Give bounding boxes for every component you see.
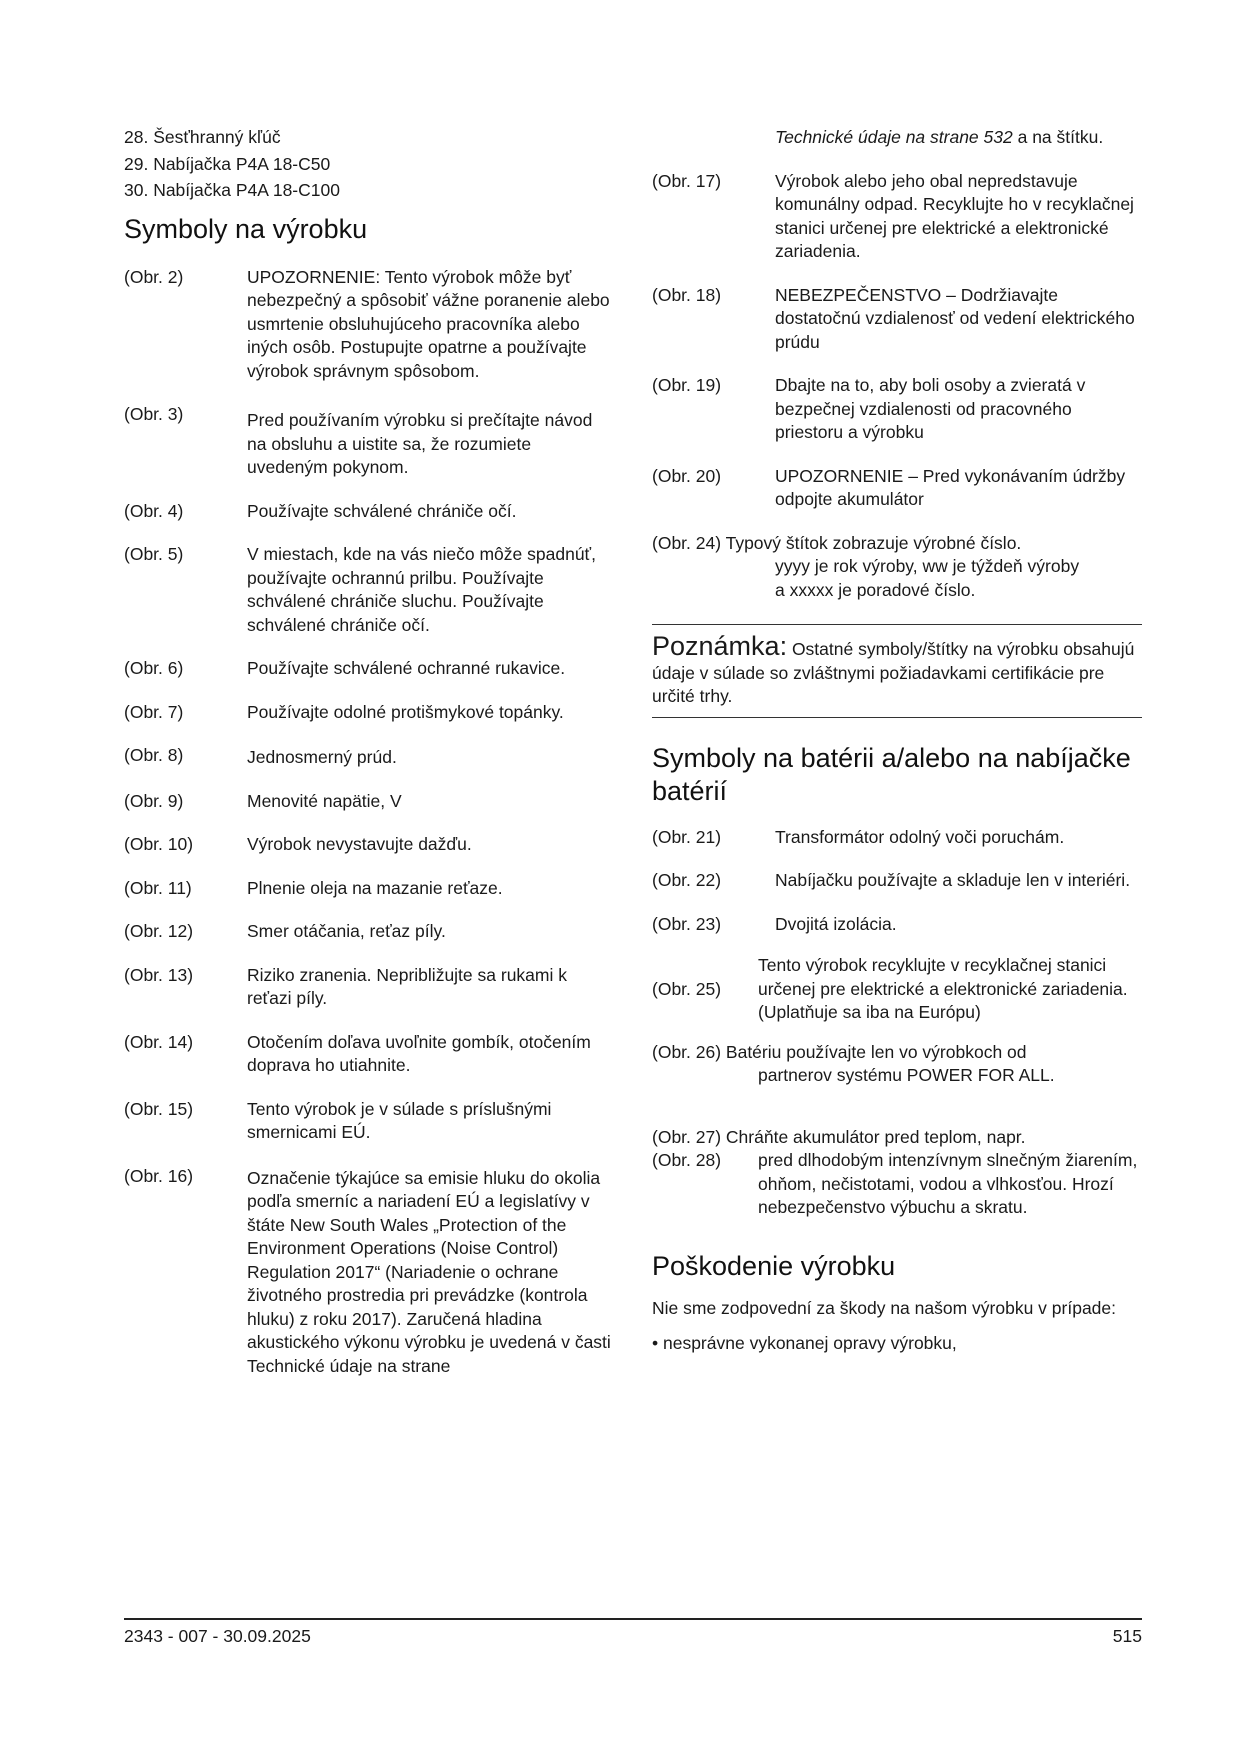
symbol-entry	[124, 964, 612, 1011]
list-item: 29. Nabíjačka P4A 18-C50	[124, 153, 331, 174]
figure-ref: (Obr. 16)	[124, 1165, 194, 1186]
figure-ref: (Obr. 22)	[652, 870, 722, 890]
note-box	[652, 624, 1142, 718]
figure-ref	[124, 1398, 247, 1400]
rating-plate-line: a xxxxx je poradové číslo.	[775, 579, 976, 600]
symbol-description: Riziko zranenia. Nepribližujte sa rukami k reťazi píly.	[247, 964, 567, 1008]
figure-ref: (Obr. 15)	[124, 1098, 194, 1119]
figure-ref: (Obr. 20)	[652, 465, 722, 486]
symbol-entry	[124, 403, 612, 480]
footer-document-id: 2343 - 007 - 30.09.2025	[124, 1626, 311, 1646]
symbol-description: pred dlhodobým intenzívnym slnečným žiarením, ohňom, nečistotami, vodou a vlhkosťou. Hrozí nebezpečenstvo výbuchu a skratu.	[758, 1150, 1138, 1217]
symbol-description: Plnenie oleja na mazanie reťaze.	[247, 877, 503, 898]
figure-ref: (Obr. 6)	[124, 658, 184, 678]
heading-battery-symbols: Symboly na batérii a/alebo na nabíjačke batérií	[652, 742, 1131, 806]
symbol-description: Označenie týkajúce sa emisie hluku do okolia podľa smerníc a nariadení EÚ a legislatívy v štáte New South Wales „Protection of the Environment Operations (Noise Control) Regulation 2017“ (Nariadenie o ochrane životného prostredia pri prevádzke (kontrola hluku) z roku 2017). Zaručená hladina akustického výkonu výrobku je uvedená v časti Technické údaje na strane	[247, 1167, 611, 1376]
figure-ref: (Obr. 25)	[652, 978, 722, 999]
symbol-entry-obr27-28	[652, 1126, 1142, 1220]
symbol-entry	[652, 374, 1142, 445]
symbol-description: Menovité napätie, V	[247, 790, 402, 811]
note-paragraph	[652, 631, 1142, 709]
figure-ref: (Obr. 17)	[652, 170, 722, 191]
obr27-lead: (Obr. 27) Chráňte akumulátor pred teplom, napr.	[652, 1126, 1026, 1147]
symbol-description: Výrobok alebo jeho obal nepredstavuje komunálny odpad. Recyklujte ho v recyklačnej stanici určenej pre elektrické a elektronické zariadenia.	[775, 170, 1134, 261]
symbol-entry	[124, 877, 612, 901]
figure-ref: (Obr. 4)	[124, 500, 184, 521]
symbol-entry	[124, 833, 612, 857]
symbol-entry	[124, 657, 612, 681]
figure-ref: (Obr. 9)	[124, 790, 184, 811]
symbol-entry	[124, 1165, 612, 1379]
figure-ref: (Obr. 28)	[652, 1150, 722, 1170]
figure-ref: (Obr. 3)	[124, 404, 184, 424]
symbol-entry	[652, 465, 1142, 512]
symbol-entry	[124, 543, 612, 637]
symbol-description: Tento výrobok je v súlade s príslušnými smernicami EÚ.	[247, 1098, 552, 1142]
symbol-description: Používajte odolné protišmykové topánky.	[247, 701, 564, 722]
figure-ref: (Obr. 12)	[124, 921, 194, 941]
symbol-description: Používajte schválené ochranné rukavice.	[247, 658, 566, 678]
list-item: 30. Nabíjačka P4A 18-C100	[124, 180, 340, 200]
symbol-description: Nabíjačku používajte a skladuje len v interiéri.	[775, 870, 1131, 890]
symbol-description: Jednosmerný prúd.	[247, 747, 397, 767]
figure-ref: (Obr. 21)	[652, 826, 722, 847]
numbered-parts-list	[124, 126, 612, 203]
heading-product-damage: Poškodenie výrobku	[652, 1250, 896, 1281]
figure-ref: (Obr. 7)	[124, 701, 184, 722]
symbol-description: Používajte schválené chrániče očí.	[247, 500, 517, 521]
symbol-description: Pred používaním výrobku si prečítajte návod na obsluhu a uistite sa, že rozumiete uvedeným pokynom.	[247, 410, 593, 477]
figure-ref: (Obr. 19)	[652, 375, 722, 395]
heading-symbols-product: Symboly na výrobku	[124, 213, 368, 244]
figure-ref: (Obr. 5)	[124, 544, 184, 564]
rating-plate-lead: (Obr. 24) Typový štítok zobrazuje výrobné číslo.	[652, 532, 1022, 553]
right-column	[652, 126, 1142, 1356]
symbol-description: Otočením doľava uvoľnite gombík, otočením doprava ho utiahnite.	[247, 1031, 591, 1075]
figure-ref: (Obr. 23)	[652, 913, 722, 934]
symbol-entry-obr26	[652, 1041, 1142, 1088]
symbol-entry	[652, 826, 1142, 850]
symbol-description	[247, 1398, 612, 1400]
figure-ref: (Obr. 14)	[124, 1031, 194, 1052]
footer-divider	[124, 1618, 1142, 1620]
symbol-entry	[124, 701, 612, 725]
symbol-description: Dvojitá izolácia.	[775, 913, 897, 934]
figure-ref: (Obr. 18)	[652, 284, 722, 305]
symbol-description: NEBEZPEČENSTVO – Dodržiavajte dostatočnú vzdialenosť od vedení elektrického prúdu	[775, 284, 1135, 352]
continuation-text: Technické údaje na strane 532 a na štítku.	[775, 127, 1104, 147]
symbol-description: Transformátor odolný voči poruchám.	[775, 826, 1065, 847]
symbol-entry	[652, 913, 1142, 937]
figure-ref: (Obr. 10)	[124, 834, 194, 854]
list-item: 28. Šesťhranný kľúč	[124, 127, 281, 147]
symbol-description: UPOZORNENIE – Pred vykonávaním údržby odpojte akumulátor	[775, 465, 1126, 509]
damage-intro: Nie sme zodpovední za škody na našom výrobku v prípade:	[652, 1297, 1116, 1318]
figure-ref: (Obr. 13)	[124, 964, 194, 985]
symbol-entry	[124, 1098, 612, 1145]
symbol-entry	[652, 869, 1142, 893]
symbol-entry	[124, 500, 612, 524]
obr26-lead: (Obr. 26) Batériu používajte len vo výrobkoch od	[652, 1041, 1027, 1062]
symbol-description: UPOZORNENIE: Tento výrobok môže byť nebezpečný a spôsobiť vážne poranenie alebo usmrtenie obsluhujúceho pracovníka alebo iných osôb. Postupujte opatrne a používajte výrobok správnym spôsobom.	[247, 266, 610, 381]
symbol-entry	[124, 744, 612, 770]
symbol-entry	[652, 170, 1142, 264]
symbol-entry	[124, 790, 612, 814]
figure-ref: (Obr. 8)	[124, 745, 184, 765]
symbol-description: V miestach, kde na vás niečo môže spadnúť, používajte ochrannú prilbu. Používajte schválené chrániče sluchu. Používajte schválené chrániče očí.	[247, 544, 596, 635]
left-column	[124, 126, 612, 1420]
damage-bullet-item: • nesprávne vykonanej opravy výrobku,	[652, 1333, 957, 1353]
symbol-entry	[124, 1031, 612, 1078]
symbol-description: Tento výrobok recyklujte v recyklačnej stanici určenej pre elektrické a elektronické zariadenia. (Uplatňuje sa iba na Európu)	[758, 955, 1128, 1022]
symbol-entry	[124, 1398, 612, 1400]
symbol-entry-obr24	[652, 532, 1142, 603]
note-text: Ostatné symboly/štítky na výrobku obsahujú údaje v súlade so zvláštnymi požiadavkami certifikácie pre určité trhy.	[652, 639, 1135, 706]
figure-ref: (Obr. 2)	[124, 266, 184, 287]
symbol-entry-obr25	[652, 954, 1142, 1025]
symbol-entry	[124, 266, 612, 384]
technical-data-reference: Technické údaje na strane 532	[775, 127, 1013, 147]
note-title: Poznámka:	[652, 631, 788, 661]
symbol-description: Smer otáčania, reťaz píly.	[247, 921, 446, 941]
symbol-description: Výrobok nevystavujte dažďu.	[247, 834, 472, 854]
symbol-description: Dbajte na to, aby boli osoby a zvieratá v bezpečnej vzdialenosti od pracovného priestoru a výrobku	[775, 375, 1086, 442]
obr26-continuation: partnerov systému POWER FOR ALL.	[758, 1065, 1055, 1085]
rating-plate-line: yyyy je rok výroby, ww je týždeň výroby	[775, 556, 1080, 576]
symbol-entry	[124, 920, 612, 944]
figure-ref: (Obr. 11)	[124, 877, 192, 898]
obr28-row	[652, 1149, 1142, 1220]
page-number: 515	[1112, 1626, 1142, 1646]
symbol-entry	[652, 284, 1142, 355]
